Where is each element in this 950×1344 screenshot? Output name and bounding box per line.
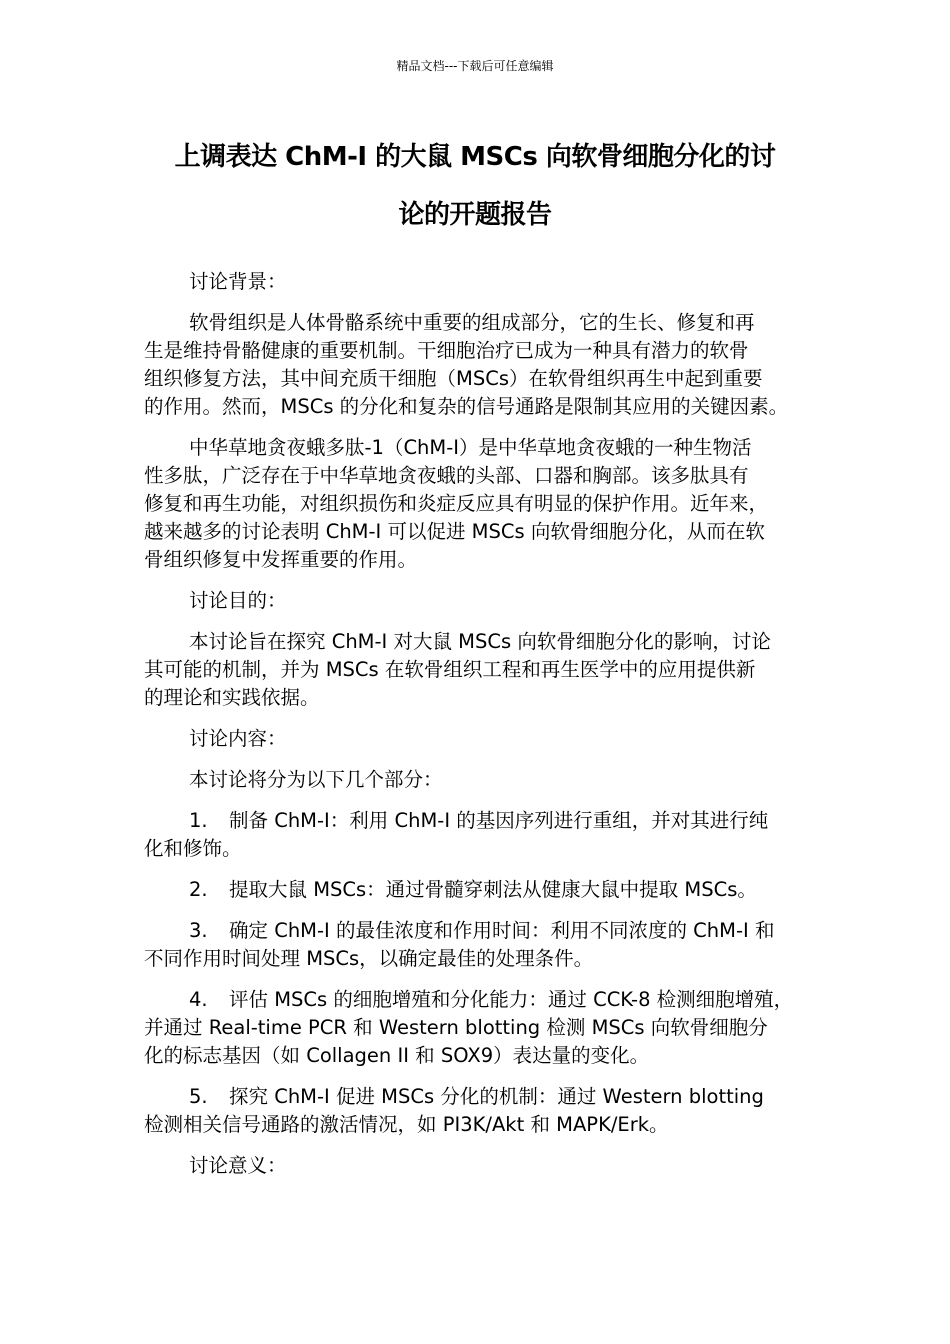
list-item-number: 2. <box>189 878 208 901</box>
paragraph-background-2 <box>144 434 824 574</box>
list-item-3 <box>144 917 824 973</box>
list-item-5 <box>144 1083 824 1139</box>
list-item-text: 确定 ChM-I 的最佳浓度和作用时间：利用不同浓度的 ChM-I 和 <box>229 919 775 942</box>
paragraph-line: 骨组织修复中发挥重要的作用。 <box>144 548 418 571</box>
list-item-line <box>144 807 824 835</box>
list-item-line: 化的标志基因（如 Collagen II 和 SOX9）表达量的变化。 <box>144 1044 650 1067</box>
section-heading-significance <box>144 1152 824 1180</box>
list-item-1 <box>144 807 824 863</box>
section-heading-content <box>144 725 824 753</box>
paragraph-line: 生是维持骨骼健康的重要机制。干细胞治疗已成为一种具有潜力的软骨 <box>144 339 749 362</box>
paragraph-line: 越来越多的讨论表明 ChM-I 可以促进 MSCs 向软骨细胞分化，从而在软 <box>144 520 765 543</box>
paragraph-line: 本讨论旨在探究 ChM-I 对大鼠 MSCs 向软骨细胞分化的影响，讨论 <box>189 630 771 653</box>
list-item-line: 检测相关信号通路的激活情况，如 PI3K/Akt 和 MAPK/Erk。 <box>144 1113 669 1136</box>
document-body <box>144 268 824 1193</box>
paragraph-line: 软骨组织是人体骨骼系统中重要的组成部分，它的生长、修复和再 <box>189 311 755 334</box>
paragraph-line: 性多肽，广泛存在于中华草地贪夜蛾的头部、口器和胸部。该多肽具有 <box>144 464 749 487</box>
section-heading-background <box>144 268 824 296</box>
paragraph-line: 中华草地贪夜蛾多肽-1（ChM-I）是中华草地贪夜蛾的一种生物活 <box>189 436 752 459</box>
heading-text: 讨论内容： <box>189 727 287 750</box>
paragraph-line: 的理论和实践依据。 <box>144 686 320 709</box>
paragraph-background-1 <box>144 309 824 421</box>
list-item-line <box>144 917 824 945</box>
heading-text: 讨论意义： <box>189 1154 287 1177</box>
paragraph-line: 修复和再生功能，对组织损伤和炎症反应具有明显的保护作用。近年来， <box>144 492 769 515</box>
list-item-text: 制备 ChM-I：利用 ChM-I 的基因序列进行重组，并对其进行纯 <box>229 809 769 832</box>
heading-text: 讨论背景： <box>189 270 287 293</box>
list-item-4 <box>144 986 824 1070</box>
paragraph-line: 其可能的机制，并为 MSCs 在软骨组织工程和再生医学中的应用提供新 <box>144 658 756 681</box>
document-title <box>120 128 830 244</box>
paragraph-purpose <box>144 628 824 712</box>
list-item-number: 5. <box>189 1085 208 1108</box>
title-line-1: 上调表达 ChM-I 的大鼠 MSCs 向软骨细胞分化的讨 <box>174 142 776 172</box>
list-item-number: 1. <box>189 809 208 832</box>
paragraph-content-intro <box>144 766 824 794</box>
paragraph-line: 的作用。然而，MSCs 的分化和复杂的信号通路是限制其应用的关键因素。 <box>144 395 789 418</box>
list-item-line: 并通过 Real-time PCR 和 Western blotting 检测 MSCs 向软骨细胞分 <box>144 1016 768 1039</box>
list-item-2 <box>144 876 824 904</box>
paragraph-line: 组织修复方法，其中间充质干细胞（MSCs）在软骨组织再生中起到重要 <box>144 367 763 390</box>
list-item-line <box>144 986 824 1014</box>
list-item-number: 3. <box>189 919 208 942</box>
paragraph-line: 本讨论将分为以下几个部分： <box>189 768 443 791</box>
heading-text: 讨论目的： <box>189 589 287 612</box>
section-heading-purpose <box>144 587 824 615</box>
list-item-text: 评估 MSCs 的细胞增殖和分化能力：通过 CCK-8 检测细胞增殖， <box>229 988 794 1011</box>
list-item-line: 不同作用时间处理 MSCs，以确定最佳的处理条件。 <box>144 947 594 970</box>
list-item-text: 探究 ChM-I 促进 MSCs 分化的机制：通过 Western blotting <box>229 1085 764 1108</box>
title-line-2: 论的开题报告 <box>398 200 552 230</box>
list-item-number: 4. <box>189 988 208 1011</box>
list-item-line <box>144 876 824 904</box>
list-item-line <box>144 1083 824 1111</box>
list-item-line: 化和修饰。 <box>144 837 242 860</box>
list-item-text: 提取大鼠 MSCs：通过骨髓穿刺法从健康大鼠中提取 MSCs。 <box>229 878 757 901</box>
page-header: 精品文档---下载后可任意编辑 <box>396 59 554 73</box>
